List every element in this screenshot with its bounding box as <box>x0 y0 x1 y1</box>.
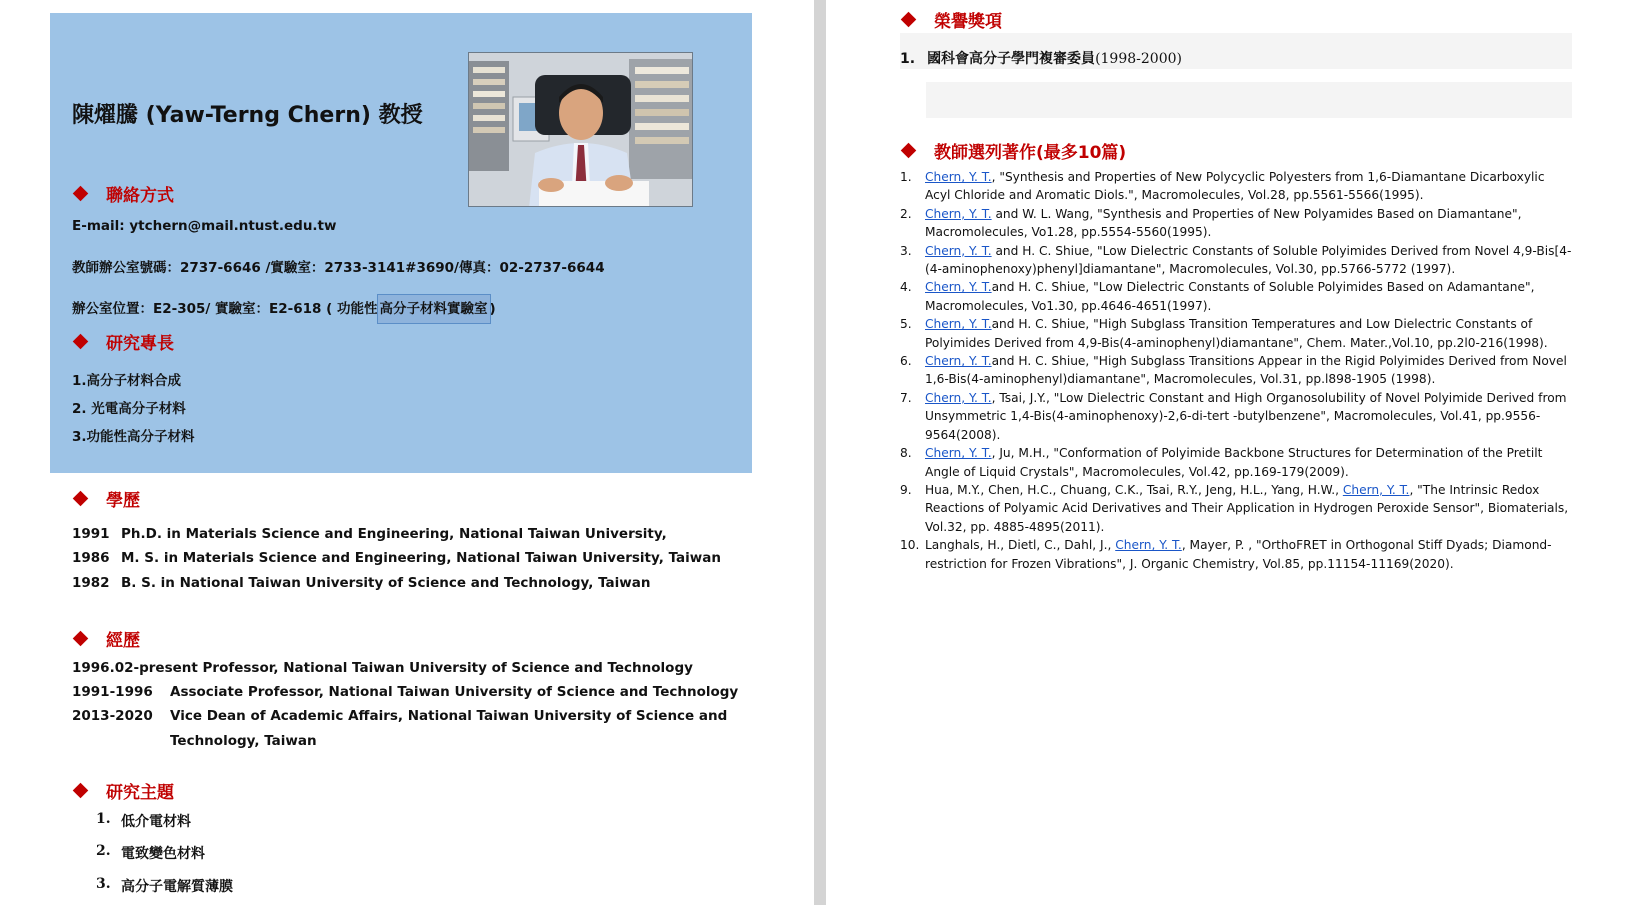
publication-text <box>925 278 1572 315</box>
publication-citation: and H. C. Shiue, "High Subglass Transition Temperatures and Low Dielectric Constants of Polyimides Derived from 4,9-Bis(4-aminophenyl)diamantane", Chem. Mater.,Vol.10, pp.2l0-216(1998). <box>925 317 1548 350</box>
experience-heading-label: 經歷 <box>106 631 140 651</box>
topic-text: 高分子電解質薄膜 <box>121 879 233 895</box>
publication-citation: , Ju, M.H., "Conformation of Polyimide Backbone Structures for Determination of the Pretilt Angle of Liquid Crystals", Macromolecules, Vol.42, pp.169-179(2009). <box>925 446 1543 479</box>
publication-text <box>925 315 1572 352</box>
publication-citation: and H. C. Shiue, "Low Dielectric Constants of Soluble Polyimides Derived from Novel 4,9-Bis[4-(4-aminophenoxy)phenyl]diamantane", Macromolecules, Vol.30, pp.5766-5772 (1997). <box>925 243 1572 277</box>
publication-citation: , "Synthesis and Properties of New Polycyclic Polyesters from 1,6-Diamantane Dicarboxylic Acyl Chloride and Aromatic Diols.", Macromolecules, Vol.28, pp.5561-5566(1995). <box>925 170 1545 203</box>
publication-citation: , Tsai, J.Y., "Low Dielectric Constant and High Organosolubility of Novel Polyimide Derived from Unsymmetric 1,4-Bis(4-aminophenoxy)-2,6-di-tert -butylbenzene", Macromolecules, Vol.41, pp.9556-9564(2008). <box>925 390 1567 442</box>
education-row <box>72 575 650 591</box>
diamond-bullet-icon <box>73 334 89 350</box>
experience-row <box>72 708 727 724</box>
author-link[interactable]: Chern, Y. T. <box>1342 482 1410 497</box>
publication-item <box>900 242 1572 279</box>
publication-text <box>925 481 1572 536</box>
diamond-bullet-icon <box>73 491 89 507</box>
education-heading <box>72 486 140 511</box>
author-link[interactable]: Chern, Y. T. <box>925 354 992 369</box>
publication-number: 9. <box>900 482 912 497</box>
publication-citation: , Mayer, P. , "OrthoFRET in Orthogonal Stiff Dyads; Diamond-restriction for Frozen Vibrations", J. Organic Chemistry, Vol.85, pp.11154-11169(2020). <box>925 538 1552 571</box>
publication-item <box>900 168 1572 205</box>
author-link[interactable]: Chern, Y. T. <box>1115 538 1182 553</box>
publication-citation: and H. C. Shiue, "Low Dielectric Constants of Soluble Polyimides Based on Adamantane", Macromolecules, Vo1.30, pp.4646-4651(1997). <box>925 280 1535 313</box>
expertise-item: 2. 光電高分子材料 <box>72 401 186 417</box>
contact-heading <box>72 181 174 206</box>
publication-number: 10. <box>900 538 920 553</box>
award-number: 1. <box>900 51 916 67</box>
publication-number: 1. <box>900 170 912 184</box>
expertise-item: 3.功能性高分子材料 <box>72 429 195 445</box>
page-divider <box>814 0 826 905</box>
publication-text <box>925 389 1572 444</box>
expertise-heading <box>72 329 174 354</box>
professor-photo <box>468 52 693 207</box>
experience-row <box>72 660 693 676</box>
diamond-bullet-icon <box>73 783 89 799</box>
topic-number: 3. <box>96 876 111 892</box>
topic-text: 低介電材料 <box>121 814 191 830</box>
publication-text <box>925 205 1572 242</box>
publication-citation: , "The Intrinsic Redox Reactions of Polyamic Acid Derivatives and Their Application in Hydrogen Peroxide Sensor", Biomaterials, Vol.32, pp. 4885-4895(2011). <box>925 482 1569 534</box>
expertise-item: 1.高分子材料合成 <box>72 373 182 389</box>
publication-item <box>900 444 1572 481</box>
award-item <box>900 48 1182 68</box>
office-suffix: ) <box>489 301 496 317</box>
research-topics-heading <box>72 778 174 803</box>
professor-name: 陳燿騰 (Yaw-Terng Chern) 教授 <box>72 103 423 128</box>
publication-number: 4. <box>900 280 912 295</box>
award-text: 國科會高分子學門複審委員 <box>927 51 1096 67</box>
publication-number: 5. <box>900 317 912 332</box>
office-highlight: 高分子材料實驗室 <box>378 295 490 323</box>
education-heading-label: 學歷 <box>106 491 140 511</box>
publication-item <box>900 536 1572 573</box>
education-year: 1991 <box>72 526 110 542</box>
publication-citation: and W. L. Wang, "Synthesis and Properties of New Polyamides Based on Diamantane", Macromolecules, Vo1.28, pp.5554-5560(1995). <box>925 206 1522 240</box>
topic-number: 1. <box>96 811 111 827</box>
author-link[interactable]: Chern, Y. T. <box>925 317 992 332</box>
left-page <box>0 0 814 905</box>
publication-list <box>900 168 1572 573</box>
office-line <box>72 297 496 317</box>
publication-number: 2. <box>900 206 912 221</box>
publication-authors: Hua, M.Y., Chen, H.C., Chuang, C.K., Tsai, R.Y., Jeng, H.L., Yang, H.W., <box>925 482 1343 497</box>
awards-heading <box>900 7 1002 32</box>
expertise-heading-label: 研究專長 <box>106 334 174 354</box>
award-years: (1998-2000) <box>1095 51 1182 67</box>
email-line: E-mail: ytchern@mail.ntust.edu.tw <box>72 218 337 234</box>
publication-item <box>900 315 1572 352</box>
experience-text: Vice Dean of Academic Affairs, National Taiwan University of Science and <box>170 708 728 724</box>
diamond-bullet-icon <box>73 631 89 647</box>
publications-heading-label: 教師選列著作(最多10篇) <box>934 143 1127 163</box>
diamond-bullet-icon <box>73 186 89 202</box>
publication-text <box>925 444 1572 481</box>
publication-number: 8. <box>900 446 912 461</box>
education-text: M. S. in Materials Science and Engineering, National Taiwan University, Taiwan <box>121 550 721 566</box>
office-prefix: 辦公室位置：E2-305/ 實驗室：E2-618 ( 功能性 <box>72 301 378 317</box>
publication-item <box>900 205 1572 242</box>
publication-item <box>900 481 1572 536</box>
publication-text <box>925 352 1572 389</box>
experience-text: Professor, National Taiwan University of Science and Technology <box>202 660 693 676</box>
publication-citation: and H. C. Shiue, "High Subglass Transitions Appear in the Rigid Polyimides Derived from Novel 1,6-Bis(4-aminophenyl)diamantane", Macromolecules, Vol.31, pp.l898-1905 (1998). <box>925 354 1567 387</box>
topic-text: 電致變色材料 <box>121 846 205 862</box>
publication-number: 6. <box>900 354 912 369</box>
education-text: Ph.D. in Materials Science and Engineering, National Taiwan University, <box>121 526 667 542</box>
awards-heading-label: 榮譽獎項 <box>934 12 1002 32</box>
experience-year: 1991-1996 <box>72 684 153 700</box>
publications-heading <box>900 138 1126 163</box>
education-row <box>72 550 721 566</box>
education-text: B. S. in National Taiwan University of Science and Technology, Taiwan <box>121 575 651 591</box>
experience-text-continued: Technology, Taiwan <box>170 733 317 749</box>
experience-text: Associate Professor, National Taiwan University of Science and Technology <box>170 684 739 700</box>
diamond-bullet-icon <box>901 12 917 28</box>
publication-text <box>925 168 1572 205</box>
author-link[interactable]: Chern, Y. T. <box>925 446 992 461</box>
publication-number: 7. <box>900 390 912 405</box>
education-year: 1986 <box>72 550 110 566</box>
author-link[interactable]: Chern, Y. T. <box>925 243 992 258</box>
experience-row <box>72 684 738 700</box>
publication-number: 3. <box>900 243 912 258</box>
author-link[interactable]: Chern, Y. T. <box>925 206 992 221</box>
author-link[interactable]: Chern, Y. T. <box>925 170 992 184</box>
award-empty-row <box>926 82 1572 118</box>
research-topics-heading-label: 研究主題 <box>106 783 174 803</box>
experience-heading <box>72 626 140 651</box>
author-link[interactable]: Chern, Y. T. <box>925 280 992 295</box>
experience-year: 2013-2020 <box>72 708 153 724</box>
publication-item <box>900 352 1572 389</box>
publication-text <box>925 536 1572 573</box>
publication-text <box>925 242 1572 279</box>
topic-number: 2. <box>96 843 111 859</box>
publication-item <box>900 278 1572 315</box>
author-link[interactable]: Chern, Y. T. <box>925 390 992 405</box>
education-row <box>72 526 667 542</box>
publication-authors: Langhals, H., Dietl, C., Dahl, J., <box>925 538 1116 553</box>
contact-heading-label: 聯絡方式 <box>106 186 174 206</box>
publication-item <box>900 389 1572 444</box>
diamond-bullet-icon <box>901 143 917 159</box>
education-year: 1982 <box>72 575 110 591</box>
experience-year: 1996.02-present <box>72 660 198 676</box>
phone-line: 教師辦公室號碼：2737-6646 /實驗室：2733-3141#3690/傳真：02-2737-6644 <box>72 260 605 276</box>
